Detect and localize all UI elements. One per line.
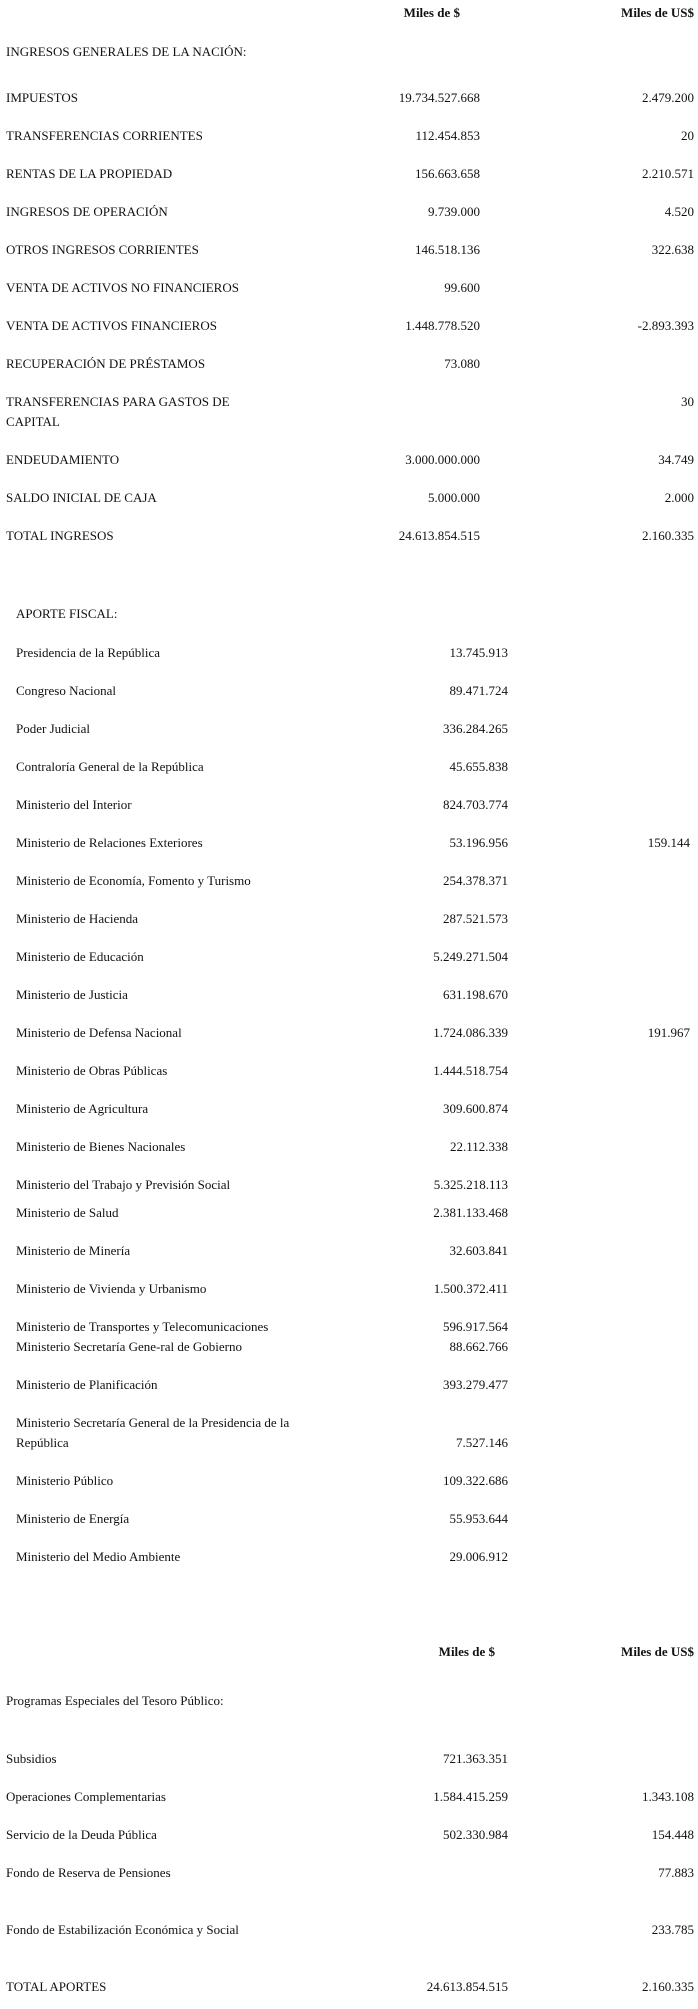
row-value-usd: 77.883 (658, 1865, 694, 1880)
row-label: IMPUESTOS (6, 90, 79, 105)
row-value-pesos: 55.953.644 (449, 1511, 508, 1526)
row-label-total: TOTAL APORTES (6, 1979, 107, 1994)
row-label: VENTA DE ACTIVOS FINANCIEROS (6, 318, 217, 333)
row-value-pesos: 99.600 (444, 280, 480, 295)
row-value-pesos: 88.662.766 (449, 1339, 508, 1354)
row-label: SALDO INICIAL DE CAJA (6, 490, 157, 505)
row-value-pesos: 631.198.670 (443, 987, 508, 1002)
row-value-pesos: 73.080 (444, 356, 480, 371)
row-value-usd: 30 (681, 394, 694, 409)
row-label: TRANSFERENCIAS CORRIENTES (6, 128, 203, 143)
row-value-pesos: 254.378.371 (443, 873, 508, 888)
header-miles-pesos: Miles de $ (403, 5, 460, 20)
row-value-pesos: 22.112.338 (449, 1139, 508, 1154)
row-value-pesos: 146.518.136 (415, 242, 480, 257)
section-title-ingresos: INGRESOS GENERALES DE LA NACIÓN: (6, 44, 247, 59)
section-title-programas-especiales: Programas Especiales del Tesoro Público: (6, 1693, 224, 1708)
row-label: RENTAS DE LA PROPIEDAD (6, 166, 173, 181)
row-label: Ministerio Secretaría Gene-ral de Gobierno (16, 1339, 242, 1354)
row-label: Ministerio del Trabajo y Previsión Social (16, 1177, 231, 1192)
row-value-pesos: 1.584.415.259 (433, 1789, 508, 1804)
row-value-pesos: 596.917.564 (443, 1319, 508, 1334)
row-value-pesos: 502.330.984 (443, 1827, 508, 1842)
row-label: Ministerio de Agricultura (16, 1101, 149, 1116)
row-value-pesos: 2.381.133.468 (433, 1205, 508, 1220)
row-label-total: TOTAL INGRESOS (6, 528, 114, 543)
row-label: Operaciones Complementarias (6, 1789, 166, 1804)
row-value-pesos: 89.471.724 (449, 683, 508, 698)
row-value-pesos: 29.006.912 (449, 1549, 508, 1564)
row-value-usd: 2.479.200 (642, 90, 694, 105)
row-value-usd: 233.785 (651, 1922, 694, 1937)
header-miles-usd: Miles de US$ (621, 5, 694, 20)
row-label: Ministerio de Defensa Nacional (16, 1025, 182, 1040)
row-label: TRANSFERENCIAS PARA GASTOS DE CAPITAL (6, 394, 230, 429)
row-label: Presidencia de la República (16, 645, 161, 660)
row-label: Ministerio Secretaría General de la Presidencia de la República (16, 1415, 290, 1450)
row-value-pesos: 45.655.838 (449, 759, 508, 774)
row-value-pesos: 287.521.573 (443, 911, 508, 926)
section-title-aporte-fiscal: APORTE FISCAL: (16, 606, 118, 621)
row-label: Ministerio del Medio Ambiente (16, 1549, 181, 1564)
row-value-pesos: 7.527.146 (456, 1435, 508, 1450)
row-value-usd: 1.343.108 (642, 1789, 694, 1804)
row-value-pesos: 336.284.265 (443, 721, 508, 736)
row-label: Ministerio de Minería (16, 1243, 131, 1258)
header-miles-pesos-2: Miles de $ (438, 1644, 495, 1659)
row-value-usd: 191.967 (647, 1025, 690, 1040)
row-value-pesos: 13.745.913 (449, 645, 508, 660)
row-label: Servicio de la Deuda Pública (6, 1827, 157, 1842)
row-value-usd: 159.144 (647, 835, 690, 850)
row-value-pesos: 112.454.853 (415, 128, 480, 143)
row-label: Ministerio de Bienes Nacionales (16, 1139, 186, 1154)
row-label: Poder Judicial (16, 721, 91, 736)
row-label: Ministerio de Salud (16, 1205, 119, 1220)
row-label: Ministerio de Justicia (16, 987, 128, 1002)
row-value-usd: 2.210.571 (642, 166, 694, 181)
row-label: Ministerio de Obras Públicas (16, 1063, 168, 1078)
row-label: Ministerio de Transportes y Telecomunicaciones (16, 1319, 269, 1334)
row-value-pesos: 1.448.778.520 (405, 318, 480, 333)
row-value-usd: 4.520 (664, 204, 694, 219)
row-value-usd-total: 2.160.335 (642, 1979, 694, 1994)
row-label: Ministerio de Economía, Fomento y Turismo (16, 873, 251, 888)
row-label: Ministerio de Planificación (16, 1377, 158, 1392)
row-value-usd: 322.638 (651, 242, 694, 257)
row-value-pesos: 721.363.351 (443, 1751, 508, 1766)
row-value-pesos: 9.739.000 (428, 204, 480, 219)
row-label: Ministerio de Vivienda y Urbanismo (16, 1281, 207, 1296)
row-label: Fondo de Reserva de Pensiones (6, 1865, 171, 1880)
row-value-pesos: 5.000.000 (428, 490, 480, 505)
row-value-usd: 20 (681, 128, 694, 143)
row-value-pesos: 1.724.086.339 (433, 1025, 508, 1040)
row-label: Fondo de Estabilización Económica y Social (6, 1922, 239, 1937)
row-value-pesos: 53.196.956 (449, 835, 508, 850)
row-value-pesos: 109.322.686 (443, 1473, 508, 1488)
row-value-usd: 34.749 (658, 452, 694, 467)
row-label: Ministerio Público (16, 1473, 114, 1488)
row-value-pesos: 3.000.000.000 (405, 452, 480, 467)
row-label: OTROS INGRESOS CORRIENTES (6, 242, 199, 257)
header-miles-usd-2: Miles de US$ (621, 1644, 694, 1659)
row-value-usd: 2.000 (664, 490, 694, 505)
row-label: Ministerio de Hacienda (16, 911, 139, 926)
row-value-usd: -2.893.393 (637, 318, 694, 333)
row-value-pesos: 393.279.477 (443, 1377, 508, 1392)
row-value-pesos: 824.703.774 (443, 797, 508, 812)
row-value-pesos: 1.444.518.754 (433, 1063, 508, 1078)
row-value-usd: 154.448 (651, 1827, 694, 1842)
row-label: Ministerio de Educación (16, 949, 144, 964)
row-label: Contraloría General de la República (16, 759, 204, 774)
row-label: Ministerio del Interior (16, 797, 132, 812)
row-value-pesos-total: 24.613.854.515 (426, 1979, 508, 1994)
row-label: Ministerio de Energía (16, 1511, 130, 1526)
row-value-pesos: 32.603.841 (449, 1243, 508, 1258)
row-value-pesos-total: 24.613.854.515 (398, 528, 480, 543)
row-label: INGRESOS DE OPERACIÓN (6, 204, 168, 219)
row-value-pesos: 309.600.874 (443, 1101, 508, 1116)
row-label: ENDEUDAMIENTO (6, 452, 120, 467)
row-value-pesos: 19.734.527.668 (398, 90, 480, 105)
row-label: Ministerio de Relaciones Exteriores (16, 835, 203, 850)
row-label: Congreso Nacional (16, 683, 117, 698)
row-label: VENTA DE ACTIVOS NO FINANCIEROS (6, 280, 239, 295)
row-value-usd-total: 2.160.335 (642, 528, 694, 543)
row-value-pesos: 156.663.658 (415, 166, 480, 181)
row-label: Subsidios (6, 1751, 57, 1766)
row-value-pesos: 5.249.271.504 (433, 949, 508, 964)
row-label: RECUPERACIÓN DE PRÉSTAMOS (6, 356, 206, 371)
row-value-pesos: 5.325.218.113 (433, 1177, 508, 1192)
row-value-pesos: 1.500.372.411 (433, 1281, 508, 1296)
